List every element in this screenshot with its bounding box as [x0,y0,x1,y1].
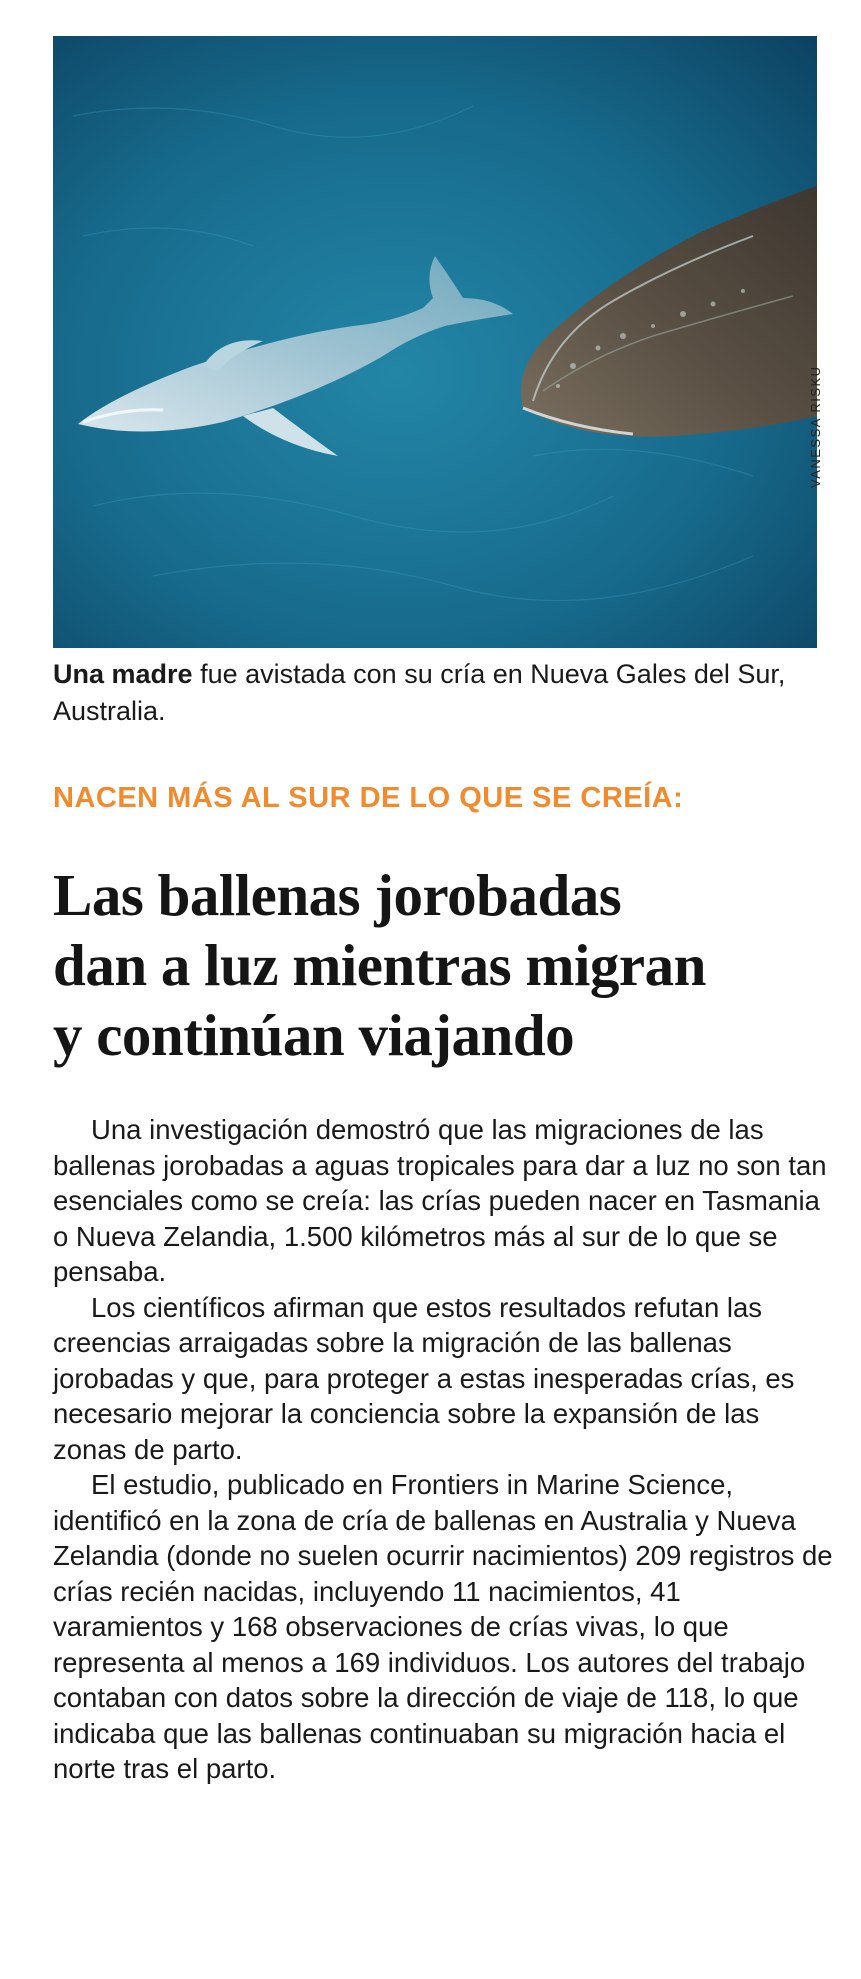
kicker: NACEN MÁS AL SUR DE LO QUE SE CREÍA: [53,782,684,814]
paragraph-1: Una investigación demostró que las migraciones de las ballenas jorobadas a aguas tropicales para dar a luz no son tan esenciales como se creía: las crías pueden nacer en Tasmania o Nueva Zelandia, 1.500 kilómetros más al sur de lo que se pensaba. [53,1114,827,1287]
headline-line-1: Las ballenas jorobadas [53,862,622,928]
photo-credit: VANESSA RISKU [808,365,823,488]
whale-photo-illustration [53,36,817,648]
whale-photo [53,36,817,648]
paragraph-3: El estudio, publicado en Frontiers in Marine Science, identificó en la zona de cría de ballenas en Australia y Nueva Zelandia (donde no suelen ocurrir nacimientos) 209 registros de crías recién nacidas, incluyendo 11 nacimientos, 41 varamientos y 168 observaciones de crías vivas, lo que representa al menos a 169 individuos. Los autores del trabajo contaban con datos sobre la dirección de viaje de 118, lo que indicaba que las ballenas continuaban su migración hacia el norte tras el parto. [53,1469,833,1784]
headline-line-2: dan a luz mientras migran [53,932,706,998]
photo-caption [53,656,843,730]
article-body [53,1112,833,1787]
caption-lead: Una madre [53,659,193,689]
headline [53,860,853,1070]
caption-text: fue avistada con su cría en Nueva Gales del Sur, Australia. [53,659,786,726]
headline-line-3: y continúan viajando [53,1002,575,1068]
paragraph-2: Los científicos afirman que estos resultados refutan las creencias arraigadas sobre la migración de las ballenas jorobadas y que, para proteger a estas inesperadas crías, es necesario mejorar la conciencia sobre la expansión de las zonas de parto. [53,1291,795,1465]
